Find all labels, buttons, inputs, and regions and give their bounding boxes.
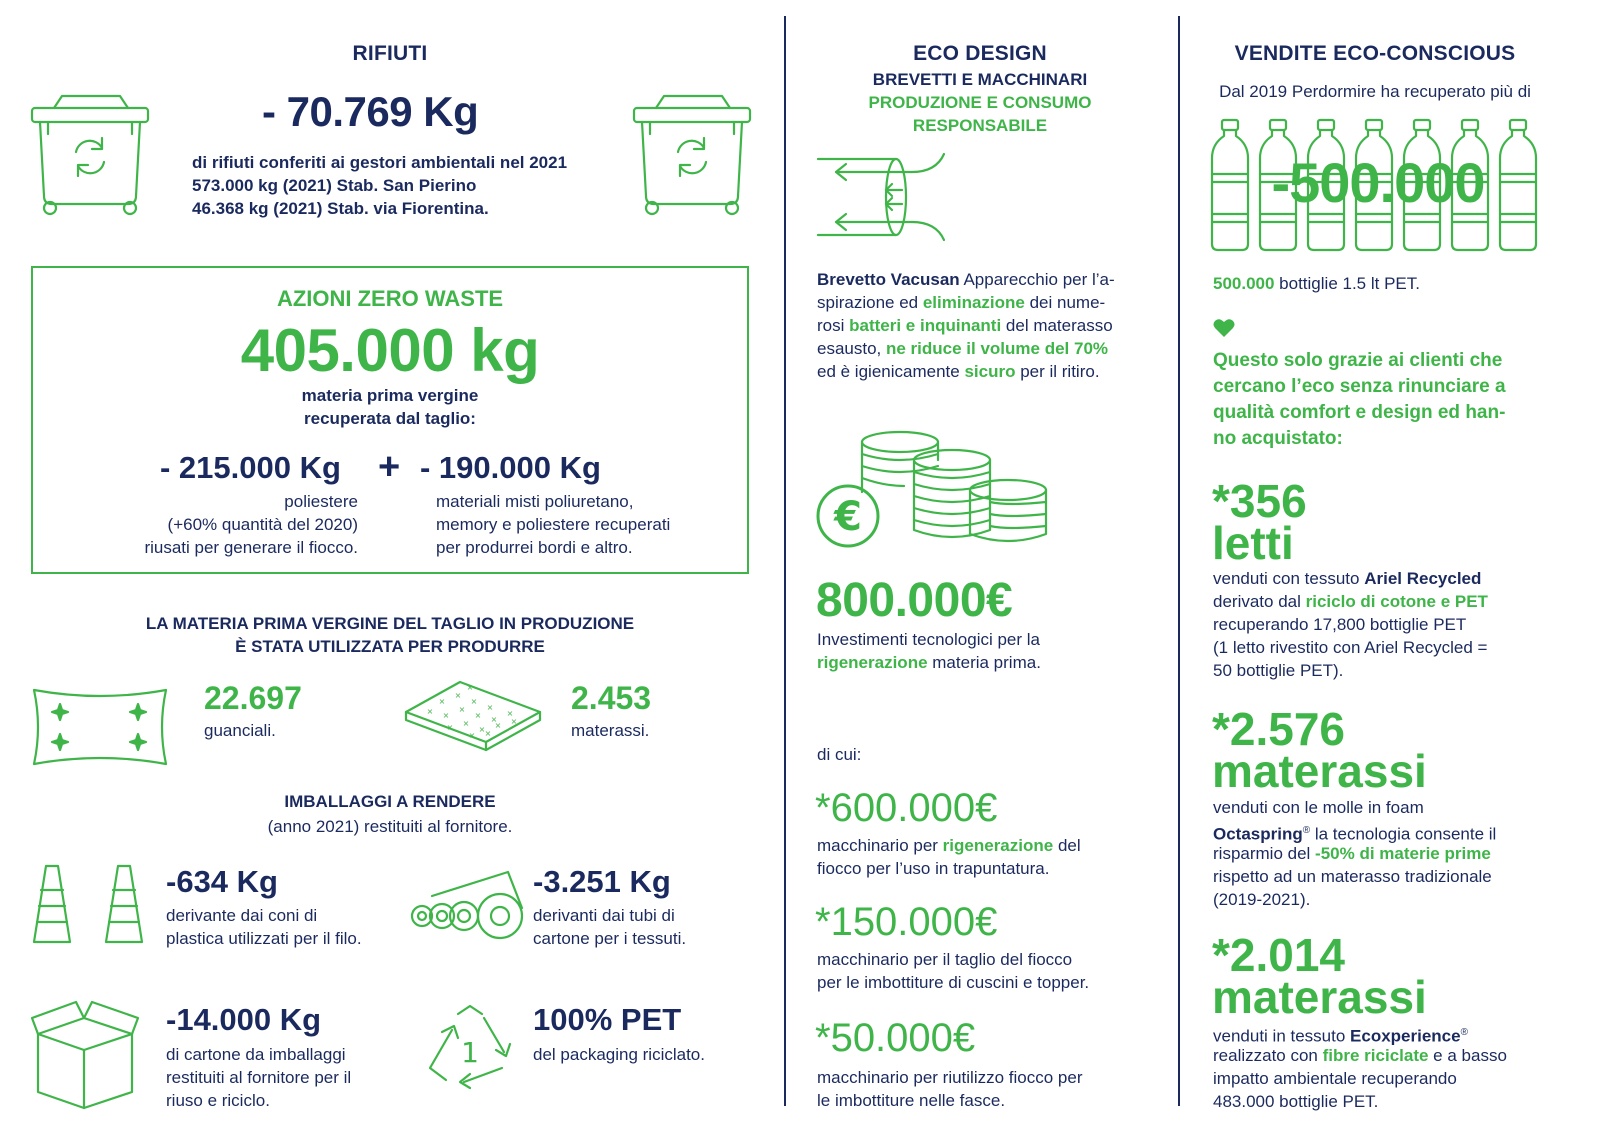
letti-line-2: derivato dal riciclo di cotone e PET [1213, 592, 1488, 611]
mat2-line-3: impatto ambientale recuperando [1213, 1069, 1457, 1088]
vendite-title: VENDITE ECO-CONSCIOUS [1234, 42, 1516, 65]
recycle-bin-icon [630, 92, 754, 220]
rifiuti-line-3: 46.368 kg (2021) Stab. via Fiorentina. [192, 199, 489, 218]
materia-title-2: È STATA UTILIZZATA PER PRODURRE [235, 637, 545, 656]
machine-1-line-2: fiocco per l’uso in trapuntatura. [817, 859, 1050, 878]
rifiuti-title: RIFIUTI [352, 42, 428, 65]
column-divider-2 [1178, 16, 1180, 1106]
recycle-triangle-icon [424, 1002, 516, 1090]
letti-word: letti [1212, 517, 1294, 569]
svg-text:×: × [510, 717, 518, 726]
thanks-line-4: no acquistato: [1213, 428, 1343, 449]
svg-text:×: × [454, 691, 462, 700]
eco-design-sub-2a: PRODUZIONE E CONSUMO [868, 93, 1092, 112]
recycle-digit: 1 [461, 1036, 479, 1069]
imballaggi-item-2-amount: -3.251 Kg [533, 864, 671, 899]
machine-2-amount: *150.000€ [815, 900, 998, 944]
zero-waste-right-line-3: per produrrei bordi e altro. [436, 538, 633, 557]
imballaggi-item-1-amount: -634 Kg [166, 864, 278, 899]
invest-line-1: Investimenti tecnologici per la [817, 630, 1041, 649]
mat1-line-5: (2019-2021). [1213, 890, 1311, 909]
imballaggi-item-1-line-2: plastica utilizzati per il filo. [166, 929, 362, 948]
imballaggi-subtitle: (anno 2021) restituiti al fornitore. [267, 817, 513, 836]
mat1-line-2: Octaspring® la tecnologia consente il [1213, 824, 1497, 844]
invest-amount: 800.000€ [816, 574, 1013, 627]
svg-text:×: × [506, 709, 514, 718]
di-cui: di cui: [817, 745, 862, 764]
zero-waste-title: AZIONI ZERO WASTE [276, 286, 504, 311]
heart-icon [1213, 318, 1235, 338]
thanks-line-2: cercano l’eco senza rinunciare a [1213, 376, 1506, 397]
mat2-number: *2.014 [1212, 929, 1346, 981]
svg-text:×: × [494, 721, 502, 730]
svg-text:×: × [466, 683, 474, 692]
imballaggi-title: IMBALLAGGI A RENDERE [284, 792, 496, 811]
machine-1-amount: *600.000€ [815, 786, 998, 830]
fabric-roll-icon [408, 868, 530, 944]
rifiuti-line-2: 573.000 kg (2021) Stab. San Pierino [192, 176, 477, 195]
pillow-icon [30, 684, 170, 770]
svg-text:×: × [486, 703, 494, 712]
letti-number: *356 [1212, 475, 1307, 527]
zero-waste-right-line-1: materiali misti poliuretano, [436, 492, 634, 511]
mat1-line-4: rispetto ad un materasso tradizionale [1213, 867, 1492, 886]
zero-waste-left-line-1: poliestere [284, 492, 358, 511]
svg-text:×: × [470, 697, 478, 706]
zero-waste-right-amount: - 190.000 Kg [420, 450, 601, 485]
guanciali-number: 22.697 [204, 680, 302, 716]
vacusan-line-2: spirazione ed eliminazione dei nume- [817, 293, 1106, 312]
letti-line-3: recuperando 17,800 bottiglie PET [1213, 615, 1467, 634]
rifiuti-line-1: di rifiuti conferiti ai gestori ambientali nel 2021 [192, 153, 568, 172]
machine-2-line-1: macchinario per il taglio del fiocco [817, 950, 1073, 969]
column-divider-1 [784, 16, 786, 1106]
zero-waste-left-line-3: riusati per generare il fiocco. [144, 538, 358, 557]
zero-waste-plus: + [378, 446, 401, 488]
thanks-line-3: qualità comfort e design ed han- [1213, 402, 1506, 423]
imballaggi-item-4-line-1: del packaging riciclato. [533, 1045, 705, 1064]
vacusan-line-1: Brevetto Vacusan Apparecchio per l’a- [817, 270, 1115, 289]
letti-line-4: (1 letto rivestito con Ariel Recycled = [1213, 638, 1488, 657]
imballaggi-item-2-line-2: cartone per i tessuti. [533, 929, 687, 948]
materassi-number: 2.453 [571, 680, 652, 716]
rifiuti-amount: - 70.769 Kg [262, 88, 479, 135]
mattress-icon [402, 676, 544, 754]
vacusan-line-4: esausto, ne riduce il volume del 70% [817, 339, 1109, 358]
machine-1-line-1: macchinario per rigenerazione del [817, 836, 1081, 855]
mat2-line-4: 483.000 bottiglie PET. [1213, 1092, 1379, 1111]
mat1-line-1: venduti con le molle in foam [1213, 798, 1424, 817]
imballaggi-item-4-amount: 100% PET [533, 1002, 682, 1037]
mat1-word: materassi [1212, 745, 1427, 797]
zero-waste-desc-2: recuperata dal taglio: [304, 409, 476, 428]
imballaggi-item-1-line-1: derivante dai coni di [166, 906, 318, 925]
imballaggi-item-3-line-2: restituiti al fornitore per il [166, 1068, 352, 1087]
machine-3-line-2: le imbottiture nelle fasce. [817, 1091, 1006, 1110]
svg-text:×: × [458, 705, 466, 714]
eco-design-sub-2b: RESPONSABILE [912, 116, 1048, 135]
recycle-bin-icon [28, 92, 152, 220]
mat1-number: *2.576 [1212, 703, 1346, 755]
vacusan-line-3: rosi batteri e inquinanti del materasso [817, 316, 1113, 335]
euro-symbol: € [834, 494, 862, 540]
svg-text:×: × [442, 711, 450, 720]
zero-waste-amount: 405.000 kg [240, 317, 540, 384]
svg-text:×: × [468, 731, 476, 740]
cone-icon [32, 862, 144, 946]
guanciali-label: guanciali. [204, 721, 276, 740]
mat1-line-3: risparmio del -50% di materie prime [1213, 844, 1491, 863]
svg-text:×: × [478, 725, 486, 734]
materassi-label: materassi. [571, 721, 650, 740]
bottles-number: -500.000 [1271, 151, 1485, 214]
svg-text:×: × [474, 711, 482, 720]
svg-text:×: × [426, 707, 434, 716]
svg-text:×: × [462, 719, 470, 728]
thanks-line-1: Questo solo grazie ai clienti che [1213, 350, 1503, 371]
vendite-intro: Dal 2019 Perdormire ha recuperato più di [1219, 82, 1531, 101]
coins-icon [814, 430, 1050, 558]
svg-text:×: × [438, 697, 446, 706]
vacusan-line-5: ed è igienicamente sicuro per il ritiro. [817, 362, 1100, 381]
eco-design-sub-1: BREVETTI E MACCHINARI [872, 70, 1088, 89]
eco-design-title: ECO DESIGN [913, 42, 1047, 65]
imballaggi-item-3-line-1: di cartone da imballaggi [166, 1045, 346, 1064]
svg-text:×: × [484, 729, 492, 738]
zero-waste-left-line-2: (+60% quantità del 2020) [167, 515, 358, 534]
imballaggi-item-3-line-3: riuso e riciclo. [166, 1091, 270, 1110]
machine-2-line-2: per le imbottiture di cuscini e topper. [817, 973, 1090, 992]
mat2-word: materassi [1212, 971, 1427, 1023]
invest-line-2: rigenerazione materia prima. [817, 653, 1041, 672]
zero-waste-left-amount: - 215.000 Kg [160, 450, 341, 485]
zero-waste-right-line-2: memory e poliestere recuperati [436, 515, 671, 534]
machine-3-amount: *50.000€ [815, 1016, 976, 1060]
imballaggi-item-3-amount: -14.000 Kg [166, 1002, 322, 1037]
machine-3-line-1: macchinario per riutilizzo fiocco per [817, 1068, 1083, 1087]
svg-text:×: × [446, 723, 454, 732]
box-icon [30, 998, 140, 1110]
vacuum-arrows-icon [816, 150, 948, 244]
materia-title-1: LA MATERIA PRIMA VERGINE DEL TAGLIO IN PRODUZIONE [145, 614, 635, 633]
zero-waste-desc-1: materia prima vergine [301, 386, 479, 405]
imballaggi-item-2-line-1: derivanti dai tubi di [533, 906, 675, 925]
letti-line-1: venduti con tessuto Ariel Recycled [1213, 569, 1482, 588]
mat2-line-2: realizzato con fibre riciclate e a basso [1213, 1046, 1507, 1065]
bottles-line: 500.000 bottiglie 1.5 lt PET. [1213, 274, 1420, 293]
svg-text:×: × [490, 715, 498, 724]
mat2-line-1: venduti in tessuto Ecoxperience® [1213, 1026, 1468, 1046]
letti-line-5: 50 bottiglie PET). [1213, 661, 1344, 680]
